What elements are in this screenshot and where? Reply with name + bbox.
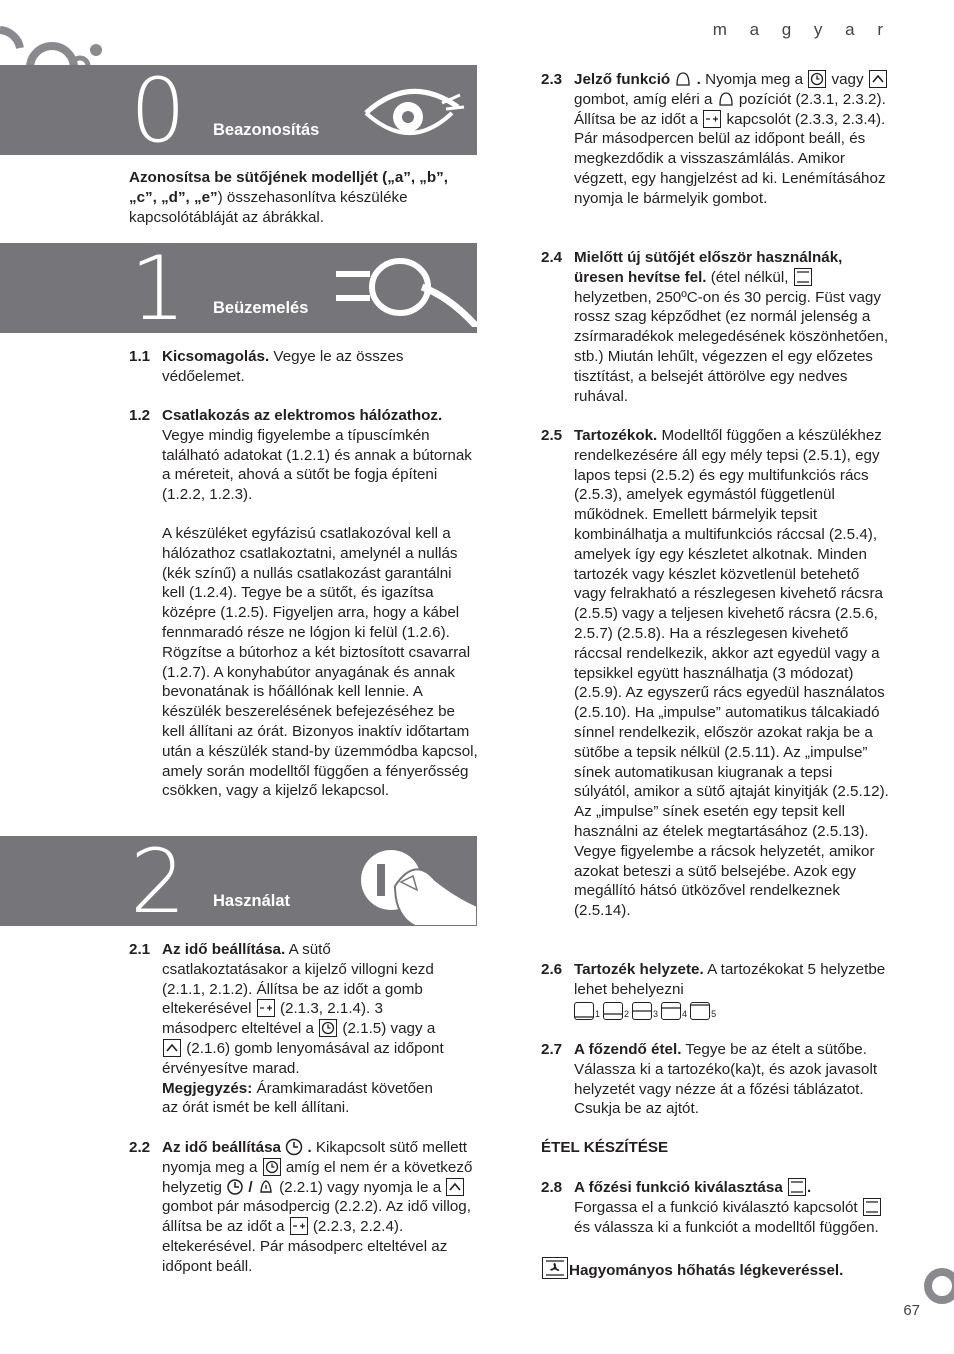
- item-text: (2.2.3, 2.2.4). eltekerésével. Pár másodperc elteltével az időpont beáll.: [162, 1218, 448, 1275]
- decorative-circles: [0, 20, 110, 70]
- item-text: Modelltől függően a készülékhez rendelkezésére áll egy mély tepsi (2.5.1), egy lapos tepsi (2.5.2) és egy multifunkciós rács (2.5.3), amelyek egymástól függetlenül működnek. Emellett bármelyik tepsit kombinálhatja a multifunkciós ráccsal (2.5.4), amelyek így egy készletet alkotnak. Minden tartozék vagy készlet közvetlenül betehető vagy felrakható a részlegesen kivehető rácsra (2.5.5) vagy a teljesen kivehető rácsra (2.5.6, 2.5.7) (2.5.8). Ha a részlegesen kivehető ráccsal rendelkezik, akkor azt egyedül vagy a tepsikkel együtt használhatja (3 módozat) (2.5.9). Az egyszerű rács egyedül használatos (2.5.10). Ha „impulse” automatikus tálcakiadó sínnel rendelkezik, először azokat rakja be a sütőbe a tepsik nélkül (2.5.11). Az „impulse” sínek automatikusan kiugranak a tepsi súlyától, amikor a sütő ajtaját kinyitják (2.5.12).: [574, 427, 889, 801]
- chevron-up-icon: [446, 1178, 464, 1196]
- item-title: Az idő beállítása: [162, 1139, 282, 1156]
- shelf-position-2-icon: [603, 1002, 623, 1020]
- item-title: Tartozék helyzete.: [574, 961, 704, 978]
- clock-icon: [263, 1158, 281, 1176]
- item-text: (2.2.1) vagy nyomja le a: [274, 1178, 446, 1196]
- item-text: /: [244, 1178, 257, 1196]
- chevron-up-icon: [163, 1039, 181, 1057]
- language-label: m a g y a r: [712, 20, 892, 39]
- plus-minus-icon: [257, 999, 275, 1017]
- item-number: 2.8: [541, 1179, 563, 1196]
- clock-icon: [226, 1178, 244, 1196]
- cooking-heading: ÉTEL KÉSZÍTÉSE: [541, 1139, 669, 1156]
- item-number: 2.6: [541, 961, 563, 978]
- shelf-position-label: 1: [595, 1008, 601, 1019]
- item-text: A tartozékokat 5 helyzetbe lehet behelyezni: [574, 961, 886, 998]
- fan-function-line: [541, 1257, 893, 1281]
- decorative-ring: [922, 1266, 954, 1306]
- clock-icon: [808, 70, 826, 88]
- item-text: (2.1.5) vagy a: [338, 1020, 436, 1038]
- item-title: A főzendő étel.: [574, 1041, 682, 1058]
- section-number: 1: [130, 243, 186, 333]
- item-text: A sütő csatlakoztatásakor a kijelző villogni kezd (2.1.1, 2.1.2). Állítsa be az időt a gomb eltekerésével: [162, 941, 434, 1018]
- item-text: (2.1.6) gomb lenyomásával az időpont érvényesítve marad.: [162, 1039, 444, 1077]
- item-text: (2.1.3, 2.1.4). 3 másodperc elteltével a: [162, 1000, 383, 1038]
- bell-icon: [257, 1178, 275, 1196]
- section-header-usage: [0, 836, 477, 926]
- note-text: Áramkimaradást követően az órát ismét be kell állítani.: [162, 1079, 433, 1117]
- section-title: Használat: [213, 892, 291, 910]
- shelf-position-5-icon: [690, 1002, 710, 1020]
- item-text: Kikapcsolt sütő mellett nyomja meg a: [162, 1139, 468, 1176]
- fan-heat-icon: [542, 1257, 568, 1279]
- clock-icon: [319, 1019, 337, 1037]
- item-text: .: [692, 71, 706, 88]
- item-text: Vegye le az összes védőelemet.: [162, 348, 404, 385]
- top-bottom-heat-icon: [788, 1178, 806, 1196]
- plus-minus-icon: [290, 1217, 308, 1235]
- top-bottom-heat-icon: [794, 268, 812, 286]
- item-text-2: A készüléket egyfázisú csatlakozóval kell a hálózathoz csatlakoztatni, amelynél a nullás (kék színű) a nullás csatlakozást garantálni kell (1.2.4). Tegye be a sütőt, és igazítsa középre (1.2.5). Figyeljen arra, hogy a kábel fennmaradó része ne lógjon ki felül (1.2.6). Rögzítse a bútorhoz a két biztosított csavarral (1.2.7). A konyhabútor anyagának és annak bevonatának is hőállónak kell lennie. A készülék beszerelésének befejezéséhez be kell állítani az órát. Bizonyos inaktív időtartam után a készülék stand-by üzemmódba kapcsol, amely során modelltől függően a fényerősség csökken, vagy a kijelző lekapcsol.: [162, 524, 478, 800]
- shelf-position-3-icon: [632, 1002, 652, 1020]
- item-text: kapcsolót (2.3.3, 2.3.4). Pár másodpercen belül az időpont beáll, és megkezdődik a visszaszámlálás. Amikor végzett, egy hangjelzést ad ki. Lenémításához nyomja le bármelyik gombot.: [574, 110, 886, 207]
- section-header-identification: [0, 65, 477, 155]
- shelf-position-label: 5: [711, 1008, 717, 1019]
- bell-icon: [674, 70, 692, 88]
- item-text: Vegye mindig figyelembe a típuscímkén található adatokat (1.2.1) és annak a bútornak a méreteit, ahová a sütőt be fogja építeni (1.2.2, 1.2.3).: [162, 426, 472, 504]
- shelf-position-label: 2: [624, 1008, 630, 1019]
- item-text: Nyomja meg a: [705, 71, 808, 88]
- identify-rest: ) összehasonlítva készüléke kapcsolótábláját az ábrákkal.: [129, 188, 408, 226]
- item-number: 2.5: [541, 427, 563, 444]
- item-title: Mielőtt új sütőjét először használnák, üresen hevítse fel.: [574, 249, 843, 286]
- item-text: amíg el nem ér a következő helyzetig: [162, 1158, 473, 1196]
- eye-icon: [360, 77, 465, 143]
- item-text: (étel nélkül,: [706, 268, 793, 286]
- finger-knob-icon: [355, 846, 477, 926]
- bell-icon: [717, 90, 735, 108]
- item-number: 2.4: [541, 249, 563, 266]
- item-number: 2.2: [129, 1139, 151, 1156]
- item-text: gombot pár másodpercig (2.2.2). Az idő villog, állítsa be az időt a: [162, 1198, 471, 1236]
- item-text-2: Az „impulse” sínek esetén egy tepsit kell használni az ételek megtartásához (2.5.13). Vegye figyelembe a rácsok helyzetét, amikor azokat beteszi a sütő belsejébe. Azok egy megállító hátsó ütközővel rendelkeznek (2.5.14).: [574, 803, 875, 920]
- shelf-position-4-icon: [661, 1002, 681, 1020]
- shelf-positions: [574, 1002, 892, 1025]
- section-number: 0: [130, 65, 186, 155]
- shelf-position-label: 4: [682, 1008, 688, 1019]
- item-number: 2.3: [541, 71, 563, 88]
- item-title: Kicsomagolás.: [162, 348, 270, 365]
- item-number: 1.1: [129, 348, 151, 365]
- plus-minus-icon: [703, 110, 721, 128]
- section-number: 2: [130, 836, 186, 926]
- item-title: Jelző funkció: [574, 71, 671, 88]
- item-text: Tegye be az ételt a sütőbe. Válassza ki a tartozéko(ka)t, és azok javasolt helyzetét vagy nézze át a főzési táblázatot. Csukja be az ajtót.: [574, 1041, 878, 1118]
- note-label: Megjegyzés:: [162, 1079, 253, 1097]
- item-title: Az idő beállítása.: [162, 941, 286, 958]
- item-number: 1.2: [129, 407, 151, 424]
- fan-function-label: Hagyományos hőhatás légkeveréssel.: [569, 1262, 844, 1279]
- item-number: 2.1: [129, 941, 151, 958]
- item-title: A főzési funkció kiválasztása: [574, 1179, 783, 1196]
- item-text: pozíciót (2.3.1, 2.3.2). Állítsa be az időt a: [574, 90, 886, 128]
- item-text: gombot, amíg eléri a: [574, 90, 717, 108]
- chevron-up-icon: [869, 70, 887, 88]
- item-title: Csatlakozás az elektromos hálózathoz.: [162, 407, 443, 424]
- item-text: vagy: [827, 71, 868, 88]
- section-header-installation: [0, 243, 477, 333]
- shelf-position-label: 3: [653, 1008, 659, 1019]
- section-title: Beüzemelés: [213, 299, 309, 317]
- plug-icon: [330, 257, 477, 327]
- item-text: és válassza ki a funkciót a modelltől függően.: [574, 1218, 879, 1236]
- item-text: Forgassa el a funkció kiválasztó kapcsolót: [574, 1198, 862, 1216]
- section-title: Beazonosítás: [213, 121, 320, 139]
- shelf-position-1-icon: [574, 1002, 594, 1020]
- identify-bold: Azonosítsa be sütőjének modelljét („a”, „b”, „c”, „d”, „e”: [129, 169, 448, 206]
- item-text: .: [303, 1139, 316, 1156]
- top-bottom-heat-icon: [863, 1198, 881, 1216]
- item-text: helyzetben, 250ºC-on és 30 percig. Füst vagy rossz szag képződhet (ez normál jelenség a zsírmaradékok melegedésének köszönhetően, stb.) Miután lehűlt, végezzen el egy előzetes tisztítást, a belsejét áttörölve egy nedves ruhával.: [574, 288, 889, 405]
- item-number: 2.7: [541, 1041, 563, 1058]
- item-title: Tartozékok.: [574, 427, 658, 444]
- clock-icon: [285, 1138, 303, 1156]
- identify-paragraph: [129, 168, 469, 227]
- page-number: 67: [903, 1302, 920, 1319]
